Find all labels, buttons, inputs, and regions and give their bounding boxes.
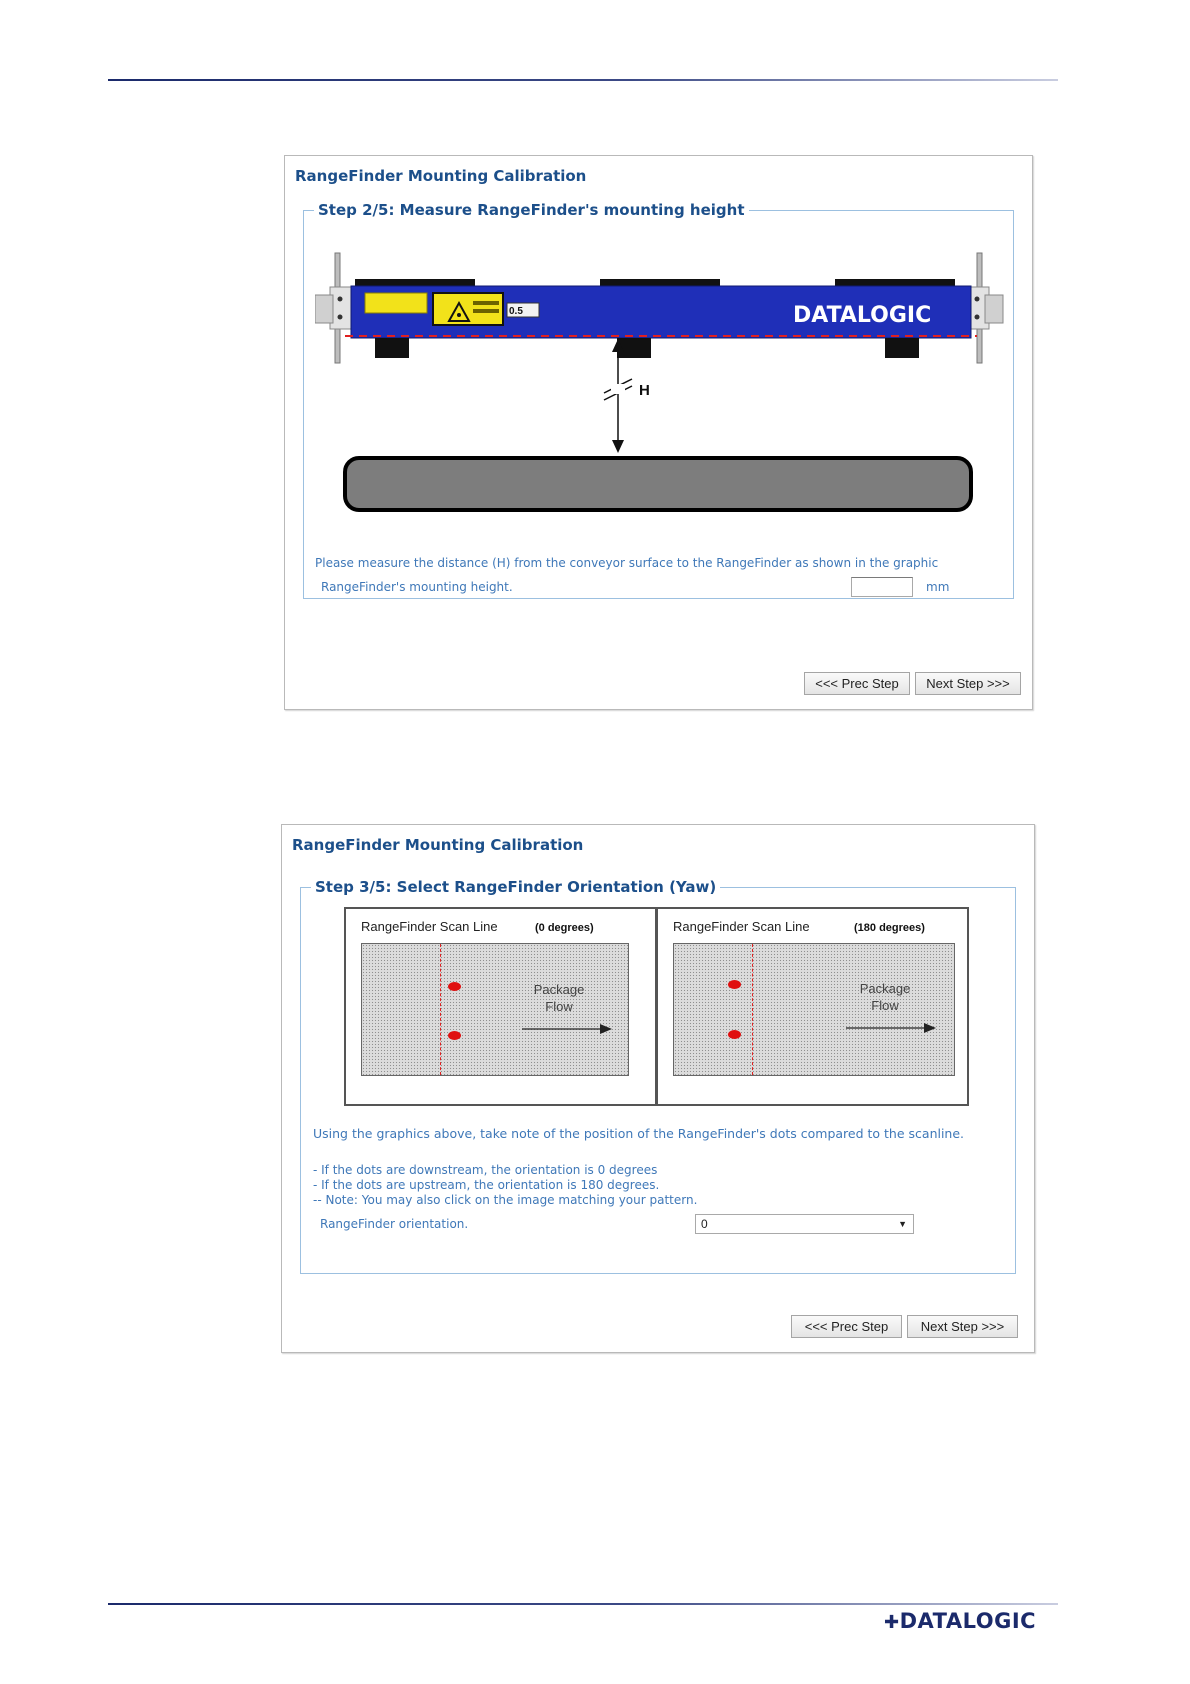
orientation-label: RangeFinder orientation. xyxy=(320,1217,469,1231)
measure-instruction: Please measure the distance (H) from the conveyor surface to the RangeFinder as shown in the graphic xyxy=(315,556,939,570)
height-dimension-label: H xyxy=(639,382,650,399)
aperture-label: 0.5 xyxy=(509,306,523,317)
logo-mark-icon: ✚ xyxy=(884,1612,900,1633)
orientation-select[interactable] xyxy=(695,1214,914,1234)
step-legend: Step 3/5: Select RangeFinder Orientation (Yaw) xyxy=(315,878,717,896)
scan-area xyxy=(361,943,629,1076)
step-legend: Step 2/5: Measure RangeFinder's mounting height xyxy=(318,201,745,219)
laser-dot xyxy=(448,1031,461,1040)
orientation-selected-value: 0 xyxy=(701,1217,708,1231)
note-downstream: - If the dots are downstream, the orientation is 0 degrees xyxy=(313,1163,658,1177)
flow-arrow xyxy=(522,1023,612,1035)
laser-dot xyxy=(448,982,461,991)
orientation-option-0-degrees[interactable] xyxy=(344,907,657,1106)
flow-arrow xyxy=(846,1022,936,1034)
scan-line-label: RangeFinder Scan Line xyxy=(673,919,810,934)
next-step-button[interactable]: Next Step >>> xyxy=(907,1315,1018,1338)
next-step-button[interactable]: Next Step >>> xyxy=(915,672,1021,695)
unit-label: mm xyxy=(926,580,950,594)
orientation-panel xyxy=(281,824,1035,1353)
left-mounting-bracket xyxy=(315,253,352,363)
conveyor-belt xyxy=(345,458,971,510)
right-mounting-bracket xyxy=(967,253,1003,363)
prev-step-button[interactable]: <<< Prec Step xyxy=(791,1315,902,1338)
scan-line xyxy=(440,944,441,1075)
orientation-instruction: Using the graphics above, take note of the position of the RangeFinder's dots compared to the scanline. xyxy=(313,1126,965,1141)
scan-line-label: RangeFinder Scan Line xyxy=(361,919,498,934)
package-flow-label: Package Flow xyxy=(859,981,911,1013)
orientation-option-180-degrees[interactable] xyxy=(656,907,969,1106)
chevron-down-icon: ▼ xyxy=(898,1219,907,1229)
panel-title: RangeFinder Mounting Calibration xyxy=(292,836,584,854)
degrees-label: (0 degrees) xyxy=(535,922,594,934)
mounting-height-input[interactable] xyxy=(851,577,913,597)
brand-logo: DATALOGIC xyxy=(793,303,932,328)
note-click-image: -- Note: You may also click on the image matching your pattern. xyxy=(313,1193,698,1207)
mounting-height-label: RangeFinder's mounting height. xyxy=(321,580,513,594)
package-flow-label: Package Flow xyxy=(533,982,585,1014)
mounting-height-panel xyxy=(284,155,1033,710)
prev-step-button[interactable]: <<< Prec Step xyxy=(804,672,910,695)
degrees-label: (180 degrees) xyxy=(854,922,925,934)
scan-line xyxy=(752,944,753,1075)
panel-title: RangeFinder Mounting Calibration xyxy=(295,167,587,185)
note-upstream: - If the dots are upstream, the orientation is 180 degrees. xyxy=(313,1178,660,1192)
laser-dot xyxy=(728,980,741,989)
footer-logo: ✚DATALOGIC xyxy=(884,1609,1037,1633)
mounting-height-graphic xyxy=(315,251,1005,543)
laser-dot xyxy=(728,1030,741,1039)
height-arrow xyxy=(612,440,624,453)
scan-area xyxy=(673,943,955,1076)
header-rule xyxy=(108,79,1058,81)
footer-rule xyxy=(108,1603,1058,1605)
